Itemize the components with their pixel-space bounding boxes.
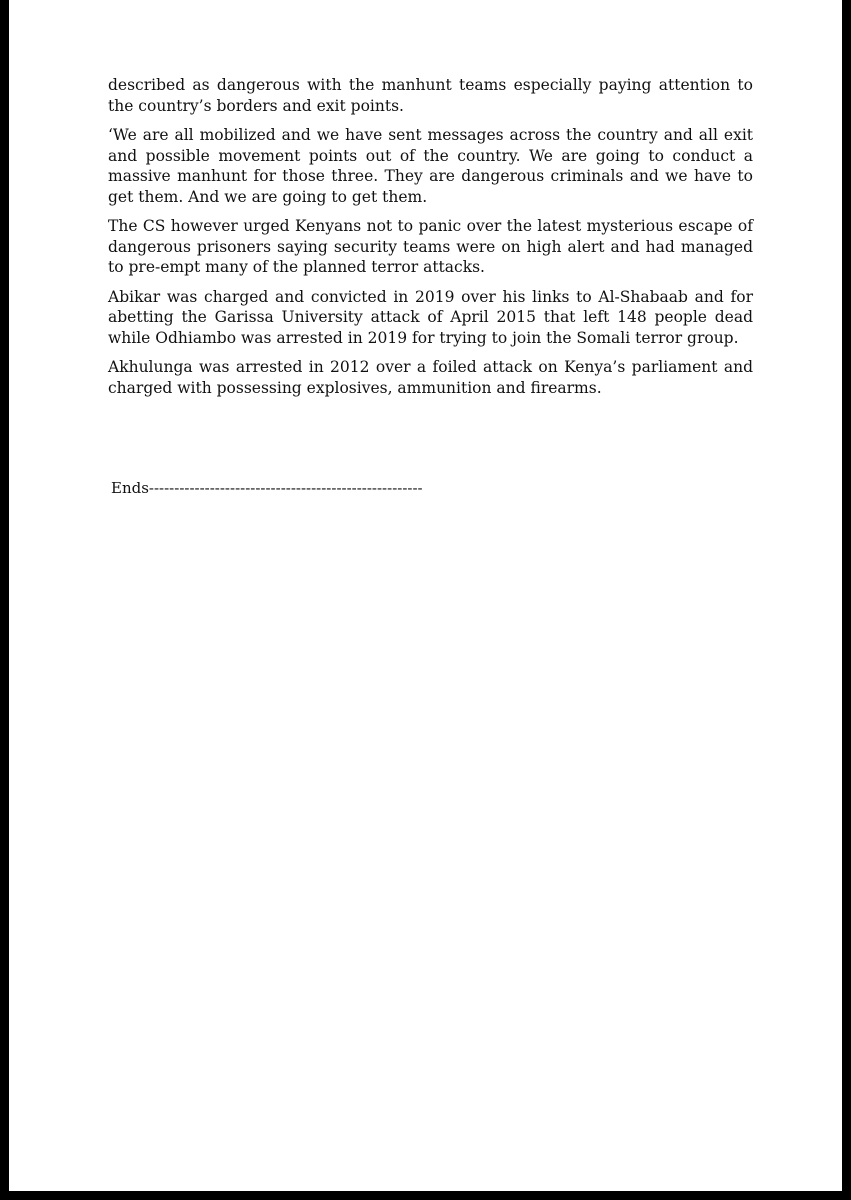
document-body [108,75,753,407]
document-page [9,0,842,1191]
paragraph-borders: described as dangerous with the manhunt teams especially paying attention to the country’s borders and exit points. [108,76,753,115]
paragraph-cs-urges: The CS however urged Kenyans not to panic over the latest mysterious escape of dangerous prisoners saying security teams were on high alert and had managed to pre-empt many of the planned terror attacks. [108,217,753,276]
ends-marker: Ends------------------------------------------------------ [111,479,423,497]
paragraph-akhulunga: Akhulunga was arrested in 2012 over a foiled attack on Kenya’s parliament and charged with possessing explosives, ammunition and firearms. [108,358,753,397]
paragraph-abikar: Abikar was charged and convicted in 2019 over his links to Al-Shabaab and for abetting the Garissa University attack of April 2015 that left 148 people dead while Odhiambo was arrested in 2019 for trying to join the Somali terror group. [108,287,753,347]
paragraph-quote: ‘We are all mobilized and we have sent messages across the country and all exit and possible movement points out of the country. We are going to conduct a massive manhunt for those three. They are dangerous criminals and we have to get them. And we are going to get them. [108,126,753,206]
